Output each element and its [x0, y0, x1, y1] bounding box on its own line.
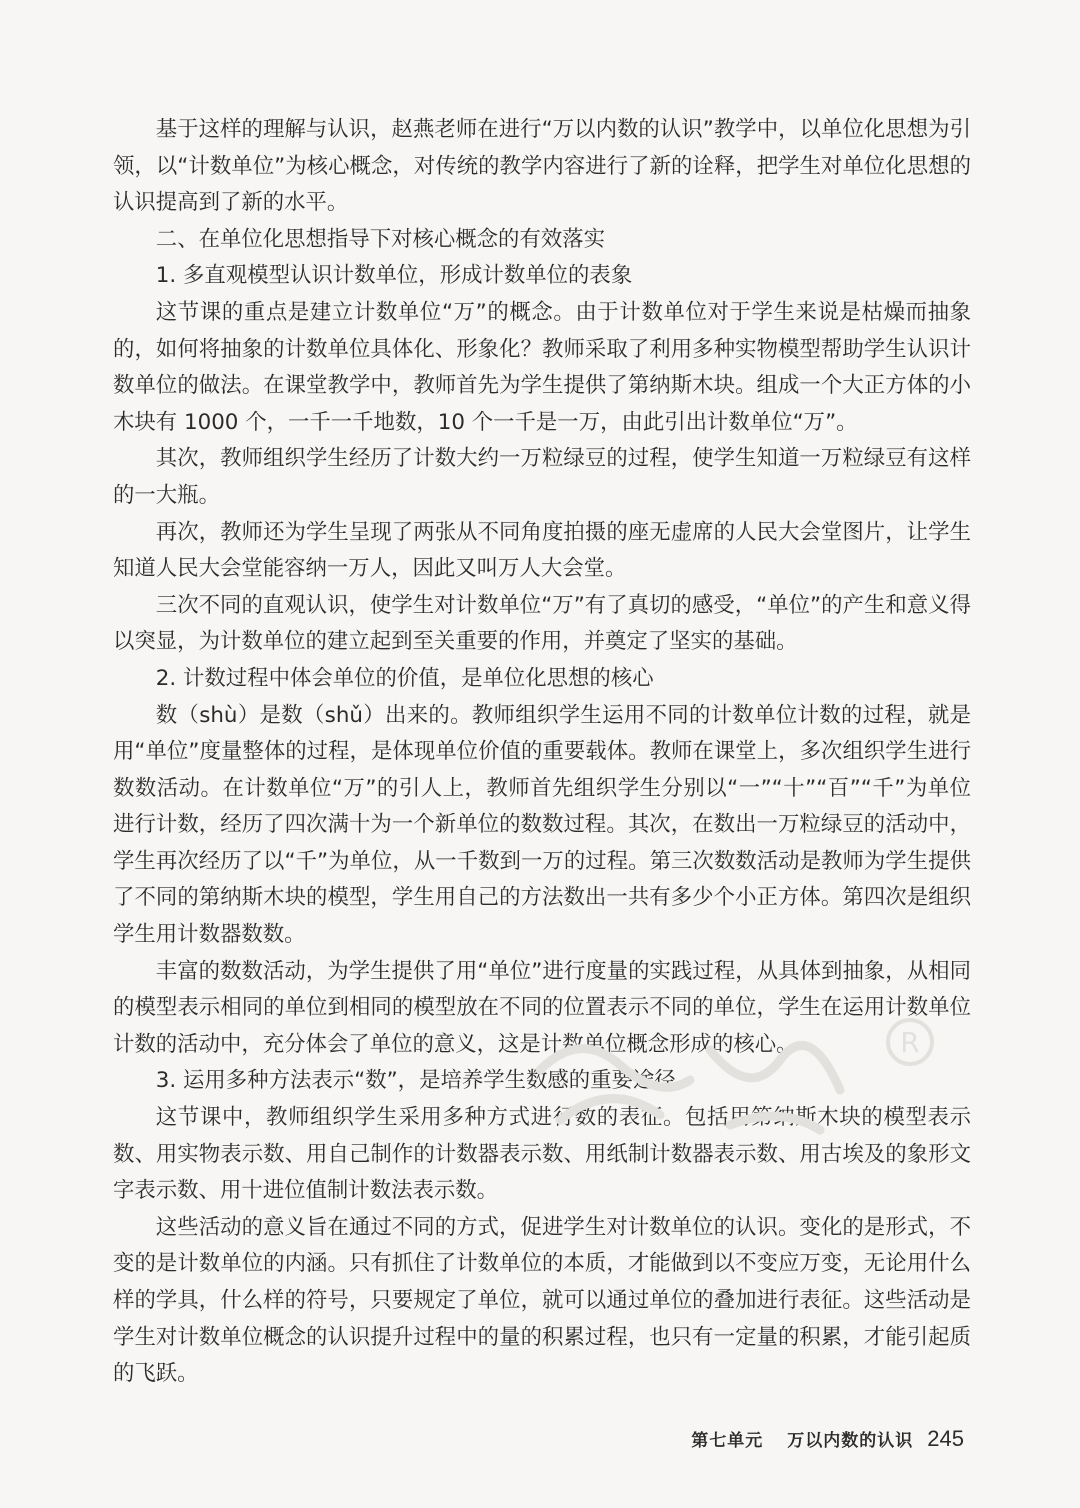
section-heading-2: 二、在单位化思想指导下对核心概念的有效落实: [155, 226, 606, 252]
subheading-2: 2. 计数过程中体会单位的价值，是单位化思想的核心: [155, 665, 654, 691]
paragraph-three-intuitions: 三次不同的直观认识，使学生对计数单位“万”有了真切的感受，“单位”的产生和意义得以突显，为计数单位的建立起到至关重要的作用，并奠定了坚实的基础。: [113, 592, 971, 655]
paragraph-key-concept: 这节课的重点是建立计数单位“万”的概念。由于计数单位对于学生来说是枯燥而抽象的，如何将抽象的计数单位具体化、形象化？教师采取了利用多种实物模型帮助学生认识计数单位的做法。在课堂教学中，教师首先为学生提供了第纳斯木块。组成一个大正方体的小木块有 1000 个，一千一千地数，10 个一千是一万，由此引出计数单位“万”。: [113, 299, 971, 435]
paragraph-intro: 基于这样的理解与认识，赵燕老师在进行“万以内数的认识”教学中，以单位化思想为引领，以“计数单位”为核心概念，对传统的教学内容进行了新的诠释，把学生对单位化思想的认识提高到了新的水平。: [113, 117, 971, 216]
footer-title: 万以内数的认识: [787, 1431, 914, 1451]
paragraph-counting-activities: 丰富的数数活动，为学生提供了用“单位”进行度量的实践过程，从具体到抽象，从相同的模型表示相同的单位到相同的模型放在不同的位置表示不同的单位，学生在运用计数单位计数的活动中，充分体会了单位的意义，这是计数单位概念形成的核心。: [113, 958, 971, 1057]
page-number: 245: [927, 1426, 964, 1451]
paragraph-counting-process: 数（shù）是数（shǔ）出来的。教师组织学生运用不同的计数单位计数的过程，就是用“单位”度量整体的过程，是体现单位价值的重要载体。教师在课堂上，多次组织学生进行数数活动。在计数单位“万”的引人上，教师首先组织学生分别以“一”“十”“百”“千”为单位进行计数，经历了四次满十为一个新单位的数数过程。其次，在数出一万粒绿豆的活动中，学生再次经历了以“千”为单位，从一千数到一万的过程。第三次数数活动是教师为学生提供了不同的第纳斯木块的模型，学生用自己的方法数出一共有多少个小正方体。第四次是组织学生用计数器数数。: [113, 702, 971, 948]
footer-unit: 第七单元: [691, 1431, 764, 1451]
paragraph-significance: 这些活动的意义旨在通过不同的方式，促进学生对计数单位的认识。变化的是形式，不变的是计数单位的内涵。只有抓住了计数单位的本质，才能做到以不变应万变，无论用什么样的学具，什么样的符号，只要规定了单位，就可以通过单位的叠加进行表征。这些活动是学生对计数单位概念的认识提升过程中的量的积累过程，也只有一定量的积累，才能引起质的飞跃。: [113, 1214, 971, 1387]
subheading-3: 3. 运用多种方法表示“数”，是培养学生数感的重要途径: [155, 1068, 676, 1094]
svg-text:R: R: [900, 1026, 920, 1059]
page-body: [113, 112, 971, 1393]
paragraph-mung-beans: 其次，教师组织学生经历了计数大约一万粒绿豆的过程，使学生知道一万粒绿豆有这样的一大瓶。: [113, 446, 971, 508]
subheading-1: 1. 多直观模型认识计数单位，形成计数单位的表象: [155, 263, 633, 289]
paragraph-great-hall: 再次，教师还为学生呈现了两张从不同角度拍摄的座无虚席的人民大会堂图片，让学生知道人民大会堂能容纳一万人，因此又叫万人大会堂。: [113, 519, 971, 582]
running-footer: [691, 1426, 964, 1452]
paragraph-representations: 这节课中，教师组织学生采用多种方式进行数的表征。包括用第纳斯木块的模型表示数、用实物表示数、用自己制作的计数器表示数、用纸制计数器表示数、用古埃及的象形文字表示数、用十进位值制计数法表示数。: [113, 1105, 971, 1204]
